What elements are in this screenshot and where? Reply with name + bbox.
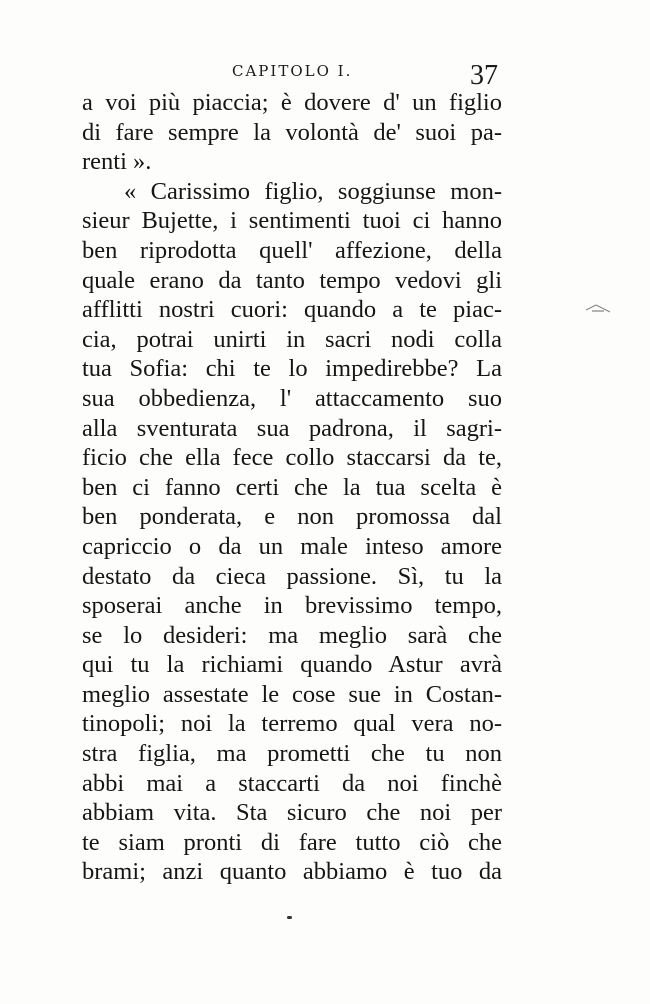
text-line: cia, potrai unirti in sacri nodi colla xyxy=(82,325,502,353)
text-line: abbi mai a staccarti da noi finchè xyxy=(82,769,502,797)
text-line: ben ponderata, e non promossa dal xyxy=(82,503,502,531)
ink-speck xyxy=(287,916,292,919)
text-line: di fare sempre la volontà de' suoi pa- xyxy=(82,118,502,146)
text-line: te siam pronti di fare tutto ciò che xyxy=(82,828,502,856)
text-line: ben ci fanno certi che la tua scelta è xyxy=(82,473,502,501)
text-line: se lo desideri: ma meglio sarà che xyxy=(82,621,502,649)
running-head: CAPITOLO I. xyxy=(232,62,353,80)
text-line: tinopoli; noi la terremo qual vera no- xyxy=(82,710,502,738)
text-line: sposerai anche in brevissimo tempo, xyxy=(82,592,502,620)
text-line: stra figlia, ma prometti che tu non xyxy=(82,740,502,768)
text-line: sua obbedienza, l' attaccamento suo xyxy=(82,384,502,412)
text-line: ben riprodotta quell' affezione, della xyxy=(82,236,502,264)
text-line: qui tu la richiami quando Astur avrà xyxy=(82,651,502,679)
text-line: sieur Bujette, i sentimenti tuoi ci hanno xyxy=(82,207,502,235)
text-line: capriccio o da un male inteso amore xyxy=(82,532,502,560)
text-line: alla sventurata sua padrona, il sagri- xyxy=(82,414,502,442)
text-line: destato da cieca passione. Sì, tu la xyxy=(82,562,502,590)
text-line: quale erano da tanto tempo vedovi gli xyxy=(82,266,502,294)
pencil-mark-icon xyxy=(584,302,612,316)
paragraph-start-line: « Carissimo figlio, soggiunse mon- xyxy=(124,177,502,205)
text-line: tua Sofia: chi te lo impedirebbe? La xyxy=(82,355,502,383)
body-text xyxy=(82,88,502,887)
page-number: 37 xyxy=(470,60,498,91)
text-line: meglio assestate le cose sue in Costan- xyxy=(82,680,502,708)
text-line: a voi più piaccia; è dovere d' un figlio xyxy=(82,89,502,116)
text-line: ficio che ella fece collo staccarsi da te, xyxy=(82,444,502,472)
text-line: brami; anzi quanto abbiamo è tuo da xyxy=(82,858,502,886)
text-line: abbiam vita. Sta sicuro che noi per xyxy=(82,799,502,827)
text-line: afflitti nostri cuori: quando a te piac- xyxy=(82,296,502,324)
text-line: renti ». xyxy=(82,148,152,176)
